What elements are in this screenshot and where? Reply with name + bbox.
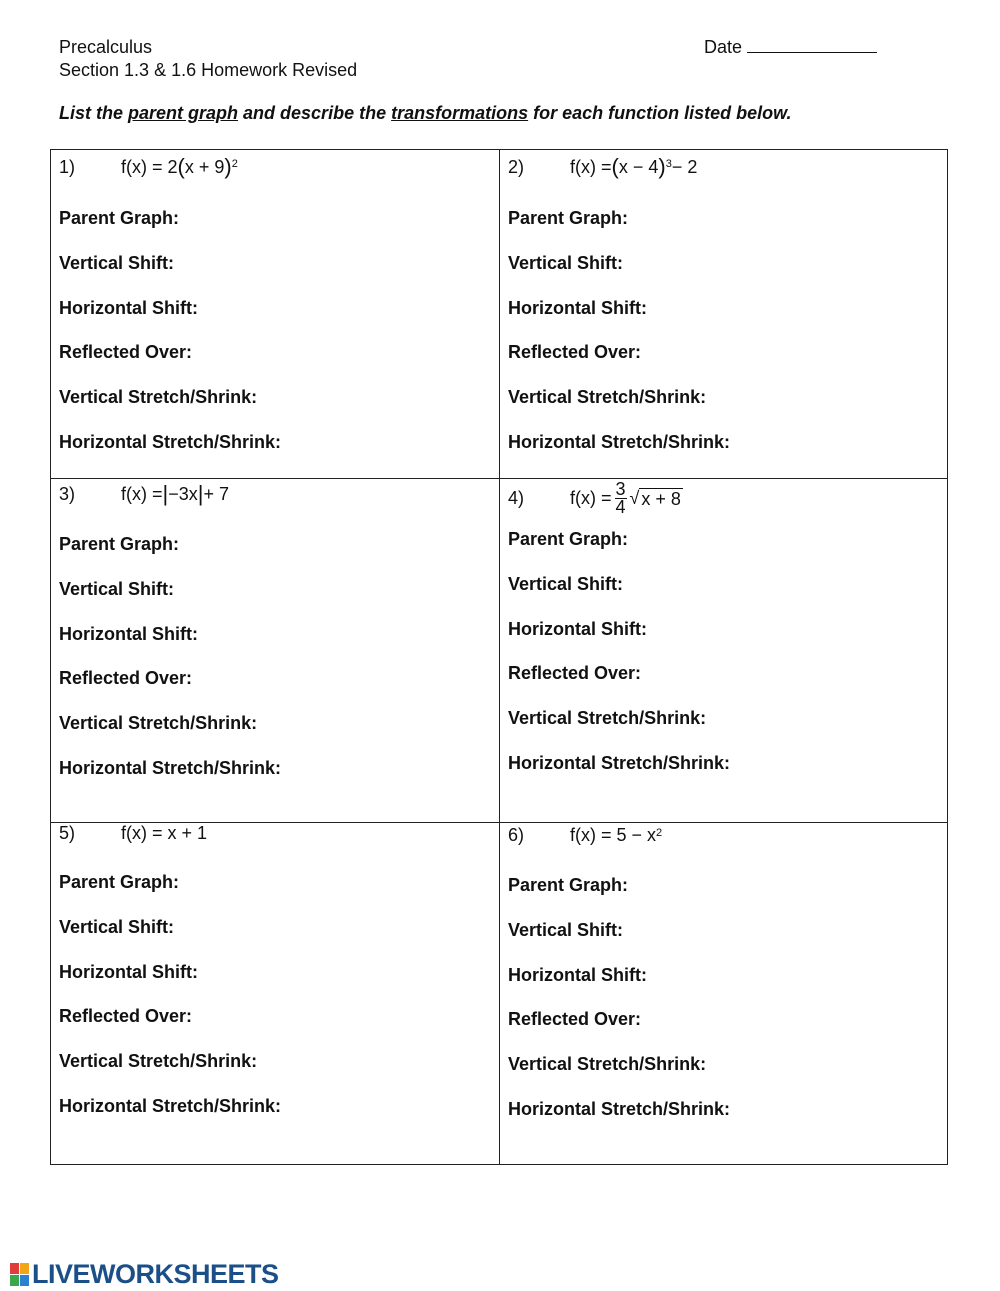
field-vertical-shift: Vertical Shift: [508, 574, 624, 594]
field-horizontal-stretch: Horizontal Stretch/Shrink: [59, 432, 282, 452]
field-parent-graph: Parent Graph: [508, 529, 629, 549]
fx-inner: −3x [168, 483, 198, 504]
fx-exponent: 2 [656, 826, 663, 839]
problem-function: f(x) = x + 1 [121, 823, 208, 843]
field-parent-graph: Parent Graph: [508, 875, 629, 895]
problem-3 [51, 479, 499, 822]
field-horizontal-shift: Horizontal Shift: [508, 619, 647, 639]
logo-badge-square [10, 1275, 19, 1286]
problem-number: 4) [508, 488, 525, 508]
fraction [615, 481, 627, 516]
date-blank[interactable] [747, 38, 877, 53]
field-horizontal-stretch: Horizontal Stretch/Shrink: [508, 1099, 731, 1119]
problem-2 [500, 150, 949, 478]
problem-function [570, 481, 683, 516]
field-horizontal-shift: Horizontal Shift: [59, 624, 198, 644]
sqrt-icon: √ x + 8 [629, 488, 681, 509]
instr-text-1: List the [59, 103, 129, 123]
date-label: Date [704, 37, 743, 57]
instr-parent-graph: parent graph [128, 103, 239, 123]
problem-function: f(x) = ( x − 4 ) $^3$ − 2 [570, 154, 698, 179]
radicand: x + 8 [641, 488, 681, 509]
instructions [59, 103, 791, 124]
problem-number: 2) [508, 156, 525, 177]
fx-lhs: f(x) = [570, 488, 612, 508]
field-reflected-over: Reflected Over: [59, 342, 193, 362]
problem-6 [500, 823, 949, 1166]
course-title: Precalculus [59, 37, 153, 57]
field-vertical-shift: Vertical Shift: [508, 920, 624, 940]
field-reflected-over: Reflected Over: [508, 342, 642, 362]
field-reflected-over: Reflected Over: [508, 1009, 642, 1029]
field-reflected-over: Reflected Over: [508, 663, 642, 683]
fx-lhs: f(x) = 2 [121, 156, 178, 177]
logo-badge-square [20, 1263, 29, 1274]
worksheet-table [50, 149, 948, 1165]
field-horizontal-shift: Horizontal Shift: [59, 962, 198, 982]
fx-tail: + 7 [203, 483, 230, 504]
problem-function: f(x) = 2 ( x + 9 ) $^2$ [121, 154, 238, 179]
problem-1 [51, 150, 499, 478]
problem-4 [500, 479, 949, 822]
fx-tail: − 2 [671, 156, 698, 177]
logo-badge-square [10, 1263, 19, 1274]
logo-badge-icon [10, 1263, 29, 1286]
field-horizontal-stretch: Horizontal Stretch/Shrink: [59, 758, 282, 778]
field-vertical-stretch: Vertical Stretch/Shrink: [59, 387, 258, 407]
field-horizontal-shift: Horizontal Shift: [508, 965, 647, 985]
field-vertical-stretch: Vertical Stretch/Shrink: [59, 1051, 258, 1071]
fx-exponent: 3 [665, 158, 672, 170]
instr-text-3: for each function listed below. [528, 103, 792, 123]
liveworksheets-logo[interactable] [10, 1259, 279, 1289]
field-vertical-stretch: Vertical Stretch/Shrink: [59, 713, 258, 733]
fraction-denominator: 4 [615, 497, 626, 517]
problem-number: 5) [59, 823, 76, 843]
fx-lhs: f(x) = [121, 483, 163, 504]
field-parent-graph: Parent Graph: [59, 534, 180, 554]
section-title: Section 1.3 & 1.6 Homework Revised [59, 60, 358, 80]
problem-number: 3) [59, 483, 76, 504]
field-horizontal-stretch: Horizontal Stretch/Shrink: [59, 1096, 282, 1116]
problem-5 [51, 823, 499, 1166]
field-horizontal-stretch: Horizontal Stretch/Shrink: [508, 432, 731, 452]
field-horizontal-stretch: Horizontal Stretch/Shrink: [508, 753, 731, 773]
problem-function: f(x) = | −3x | + 7 [121, 481, 230, 506]
problem-function [570, 825, 662, 846]
fx-inner: x − 4 [618, 156, 659, 177]
field-horizontal-shift: Horizontal Shift: [59, 298, 198, 318]
field-reflected-over: Reflected Over: [59, 668, 193, 688]
logo-text: LIVEWORKSHEETS [32, 1258, 279, 1289]
field-vertical-shift: Vertical Shift: [508, 253, 624, 273]
field-vertical-stretch: Vertical Stretch/Shrink: [508, 387, 707, 407]
fx-lhs: f(x) = [570, 156, 612, 177]
logo-badge-square [20, 1275, 29, 1286]
field-parent-graph: Parent Graph: [59, 208, 180, 228]
instr-transformations: transformations [391, 103, 529, 123]
date-field [704, 36, 877, 58]
problem-number: 1) [59, 156, 76, 177]
fx-inner: x + 9 [184, 156, 225, 177]
field-parent-graph: Parent Graph: [508, 208, 629, 228]
field-parent-graph: Parent Graph: [59, 872, 180, 892]
field-vertical-stretch: Vertical Stretch/Shrink: [508, 708, 707, 728]
fx-lhs: f(x) = 5 − x [570, 825, 657, 845]
field-horizontal-shift: Horizontal Shift: [508, 298, 647, 318]
field-reflected-over: Reflected Over: [59, 1006, 193, 1026]
fx-exponent: 2 [231, 158, 238, 170]
field-vertical-shift: Vertical Shift: [59, 917, 175, 937]
field-vertical-stretch: Vertical Stretch/Shrink: [508, 1054, 707, 1074]
field-vertical-shift: Vertical Shift: [59, 579, 175, 599]
instr-text-2: and describe the [238, 103, 392, 123]
field-vertical-shift: Vertical Shift: [59, 253, 175, 273]
problem-number: 6) [508, 825, 525, 845]
fraction-numerator: 3 [615, 479, 626, 499]
